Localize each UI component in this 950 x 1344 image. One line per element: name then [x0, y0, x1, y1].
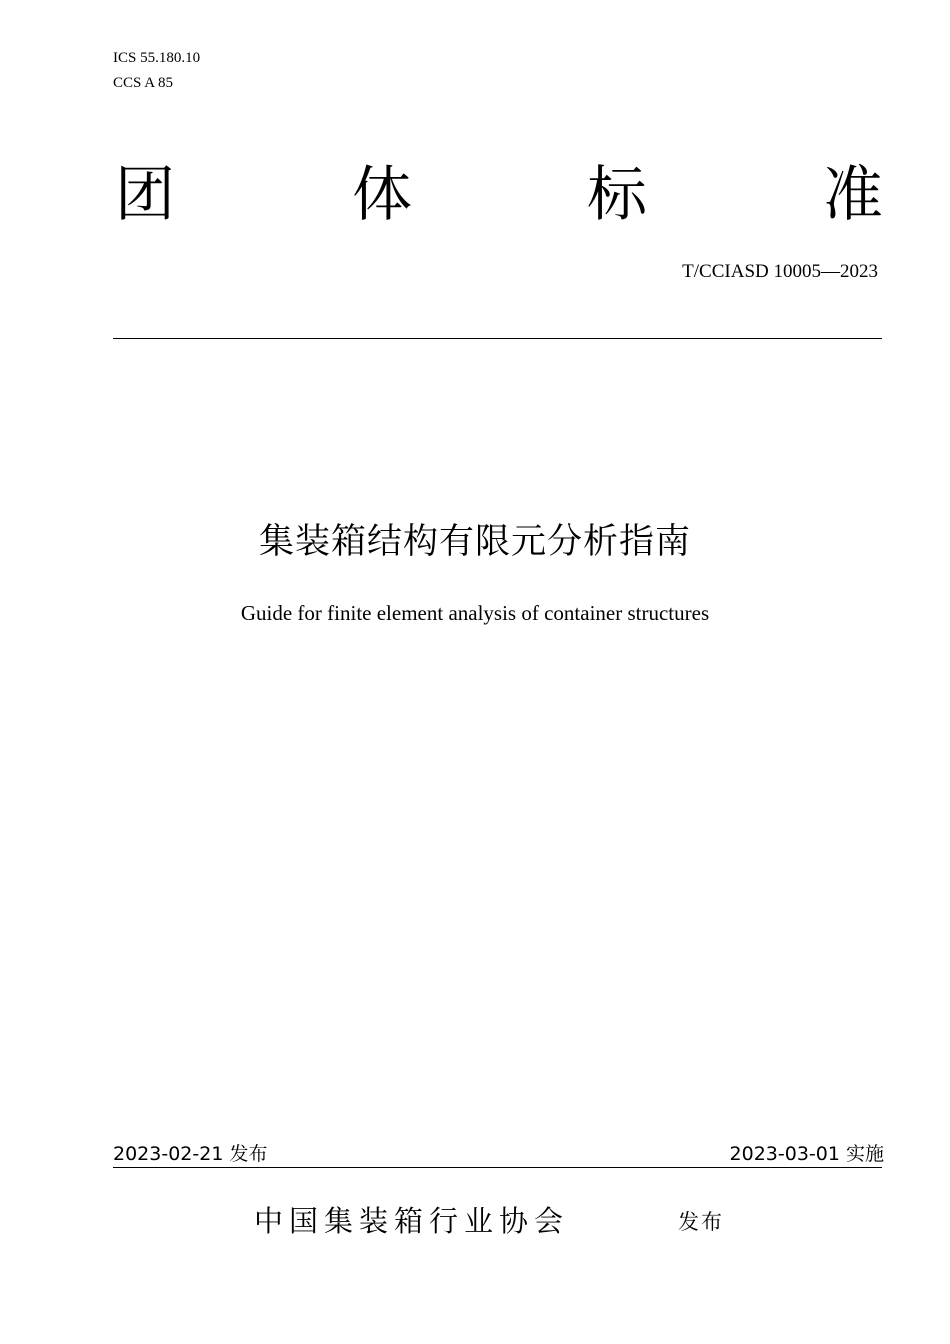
header-divider — [113, 338, 882, 339]
ics-code: ICS 55.180.10 — [113, 50, 201, 66]
footer-divider — [113, 1167, 882, 1168]
ccs-code: CCS A 85 — [113, 75, 174, 91]
document-title-zh: 集装箱结构有限元分析指南 — [258, 522, 691, 562]
implementation-date: 2023-03-01 实施 — [729, 1143, 884, 1165]
standard-type-char-3: 标 — [587, 160, 647, 230]
standard-type-char-1: 团 — [115, 160, 175, 230]
standard-number: T/CCIASD 10005—2023 — [682, 261, 878, 282]
issuer-name: 中国集装箱行业协会 — [254, 1204, 570, 1238]
issuer-action: 发布 — [678, 1210, 724, 1234]
document-title-en: Guide for finite element analysis of container structures — [240, 601, 710, 625]
standard-type-char-4: 准 — [823, 160, 883, 230]
publish-date: 2023-02-21 发布 — [113, 1143, 268, 1165]
standard-type-char-2: 体 — [352, 160, 412, 230]
